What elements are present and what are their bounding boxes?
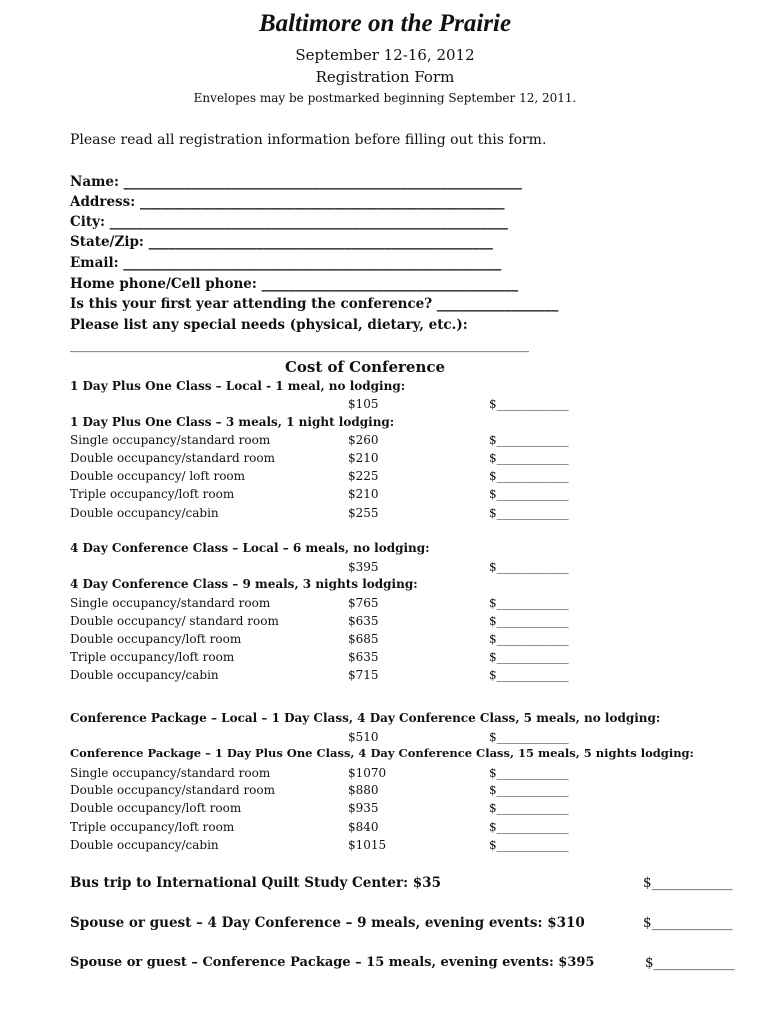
item-label: Single occupancy/standard room bbox=[70, 433, 271, 447]
spouse-conference-label: Spouse or guest – 4 Day Conference – 9 meals, evening events: $310 bbox=[70, 915, 585, 931]
amount-blank[interactable]: $____________ bbox=[489, 783, 569, 797]
special-needs-field[interactable]: ____________________________________________________________________ bbox=[70, 337, 529, 353]
price: $255 bbox=[348, 506, 379, 520]
price: $935 bbox=[348, 801, 379, 815]
event-dates: September 12-16, 2012 bbox=[295, 46, 475, 64]
price: $715 bbox=[348, 668, 379, 682]
price: $635 bbox=[348, 614, 379, 628]
price: $260 bbox=[348, 433, 379, 447]
name-field[interactable]: Name: ___________________________________________________________ bbox=[70, 174, 522, 190]
amount-blank[interactable]: $____________ bbox=[489, 451, 569, 465]
price: $210 bbox=[348, 451, 379, 465]
form-name: Registration Form bbox=[315, 68, 455, 86]
amount-blank[interactable]: $____________ bbox=[489, 614, 569, 628]
price: $105 bbox=[348, 397, 379, 411]
first-year-field[interactable]: Is this your first year attending the conference? __________________ bbox=[70, 296, 559, 312]
instructions: Please read all registration information before filling out this form. bbox=[70, 132, 547, 148]
amount-blank[interactable]: $____________ bbox=[489, 838, 569, 852]
price: $685 bbox=[348, 632, 379, 646]
section-heading: 1 Day Plus One Class – Local - 1 meal, no lodging: bbox=[70, 379, 406, 393]
amount-blank[interactable]: $____________ bbox=[489, 801, 569, 815]
amount-blank[interactable]: $____________ bbox=[489, 730, 569, 744]
price: $510 bbox=[348, 730, 379, 744]
item-label: Single occupancy/standard room bbox=[70, 766, 271, 780]
bus-trip-label: Bus trip to International Quilt Study Center: $35 bbox=[70, 875, 441, 891]
item-label: Double occupancy/standard room bbox=[70, 451, 276, 465]
special-needs-label: Please list any special needs (physical, dietary, etc.): bbox=[70, 317, 468, 333]
amount-blank[interactable]: $____________ bbox=[489, 397, 569, 411]
price: $840 bbox=[348, 820, 379, 834]
amount-blank[interactable]: $____________ bbox=[489, 632, 569, 646]
city-field[interactable]: City: ___________________________________________________________ bbox=[70, 214, 508, 230]
section-heading: Conference Package – 1 Day Plus One Class, 4 Day Conference Class, 15 meals, 5 nights lodging: bbox=[70, 746, 694, 760]
page-title: Baltimore on the Prairie bbox=[258, 10, 512, 37]
state-zip-field[interactable]: State/Zip: ___________________________________________________ bbox=[70, 234, 493, 250]
spouse-conference-blank[interactable]: $____________ bbox=[643, 915, 733, 931]
item-label: Double occupancy/ standard room bbox=[70, 614, 279, 628]
amount-blank[interactable]: $____________ bbox=[489, 433, 569, 447]
amount-blank[interactable]: $____________ bbox=[489, 469, 569, 483]
price: $225 bbox=[348, 469, 379, 483]
item-label: Triple occupancy/loft room bbox=[70, 650, 235, 664]
section-heading: Conference Package – Local – 1 Day Class, 4 Day Conference Class, 5 meals, no lodging: bbox=[70, 711, 661, 725]
item-label: Triple occupancy/loft room bbox=[70, 820, 235, 834]
price: $1070 bbox=[348, 766, 387, 780]
section-heading: 1 Day Plus One Class – 3 meals, 1 night lodging: bbox=[70, 415, 395, 429]
item-label: Double occupancy/standard room bbox=[70, 783, 276, 797]
phone-field[interactable]: Home phone/Cell phone: ______________________________________ bbox=[70, 276, 519, 292]
address-field[interactable]: Address: ______________________________________________________ bbox=[70, 194, 505, 210]
price: $635 bbox=[348, 650, 379, 664]
amount-blank[interactable]: $____________ bbox=[489, 668, 569, 682]
price: $880 bbox=[348, 783, 379, 797]
item-label: Triple occupancy/loft room bbox=[70, 487, 235, 501]
email-field[interactable]: Email: ________________________________________________________ bbox=[70, 255, 502, 271]
item-label: Single occupancy/standard room bbox=[70, 596, 271, 610]
item-label: Double occupancy/cabin bbox=[70, 838, 219, 852]
item-label: Double occupancy/loft room bbox=[70, 801, 242, 815]
amount-blank[interactable]: $____________ bbox=[489, 560, 569, 574]
amount-blank[interactable]: $____________ bbox=[489, 820, 569, 834]
spouse-package-label: Spouse or guest – Conference Package – 15 meals, evening events: $395 bbox=[70, 955, 595, 970]
item-label: Double occupancy/loft room bbox=[70, 632, 242, 646]
price: $395 bbox=[348, 560, 379, 574]
item-label: Double occupancy/ loft room bbox=[70, 469, 246, 483]
amount-blank[interactable]: $____________ bbox=[489, 596, 569, 610]
section-heading: 4 Day Conference Class – 9 meals, 3 nights lodging: bbox=[70, 577, 418, 591]
amount-blank[interactable]: $____________ bbox=[489, 766, 569, 780]
bus-trip-blank[interactable]: $____________ bbox=[643, 875, 733, 891]
price: $210 bbox=[348, 487, 379, 501]
amount-blank[interactable]: $____________ bbox=[489, 506, 569, 520]
price: $1015 bbox=[348, 838, 387, 852]
amount-blank[interactable]: $____________ bbox=[489, 487, 569, 501]
amount-blank[interactable]: $____________ bbox=[489, 650, 569, 664]
cost-heading: Cost of Conference bbox=[284, 358, 446, 376]
spouse-package-blank[interactable]: $____________ bbox=[645, 955, 735, 971]
item-label: Double occupancy/cabin bbox=[70, 506, 219, 520]
envelope-note: Envelopes may be postmarked beginning September 12, 2011. bbox=[193, 91, 577, 105]
price: $765 bbox=[348, 596, 379, 610]
item-label: Double occupancy/cabin bbox=[70, 668, 219, 682]
section-heading: 4 Day Conference Class – Local – 6 meals, no lodging: bbox=[70, 541, 430, 555]
